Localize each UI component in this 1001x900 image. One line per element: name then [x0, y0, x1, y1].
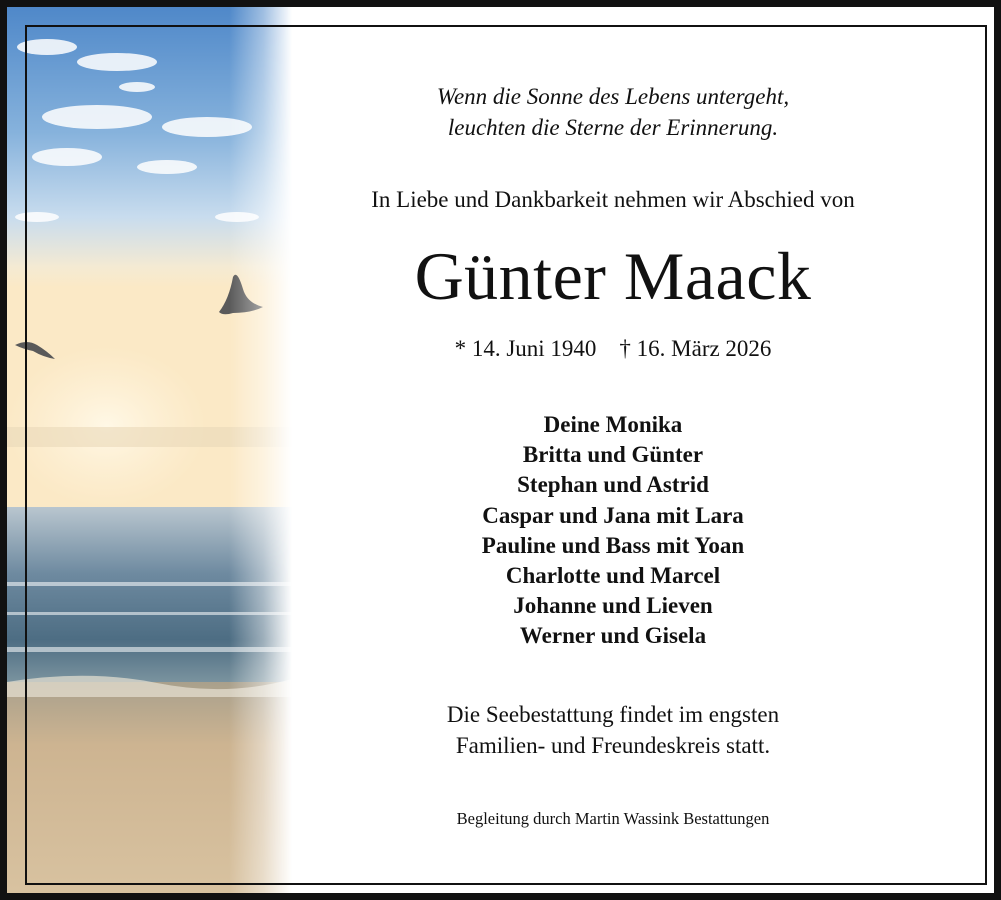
burial-line: Familien- und Freundeskreis statt. — [455, 733, 771, 758]
burial-info — [307, 699, 919, 761]
mourner: Britta und Günter — [522, 442, 704, 468]
deceased-name: Günter Maack — [414, 238, 812, 314]
life-dates — [307, 334, 919, 364]
undertaker-credit: Begleitung durch Martin Wassink Bestattungen — [456, 809, 770, 828]
mourners-list — [307, 410, 919, 652]
mourner: Stephan und Astrid — [517, 472, 709, 498]
quote-line: Wenn die Sonne des Lebens untergeht, — [436, 84, 790, 109]
mourner: Johanne und Lieven — [513, 593, 713, 619]
death-date: † 16. März 2026 — [619, 336, 772, 361]
mourner: Charlotte und Marcel — [505, 563, 721, 589]
farewell-intro: In Liebe und Dankbarkeit nehmen wir Abschied von — [371, 187, 855, 212]
memorial-quote — [307, 81, 919, 143]
mourner: Deine Monika — [543, 412, 683, 437]
mourner: Caspar und Jana mit Lara — [482, 502, 744, 528]
mourner: Werner und Gisela — [519, 623, 707, 649]
burial-line: Die Seebestattung findet im engsten — [446, 702, 780, 727]
birth-date: * 14. Juni 1940 — [454, 336, 597, 361]
quote-line: leuchten die Sterne der Erinnerung. — [447, 115, 779, 140]
mourner: Pauline und Bass mit Yoan — [481, 532, 745, 558]
